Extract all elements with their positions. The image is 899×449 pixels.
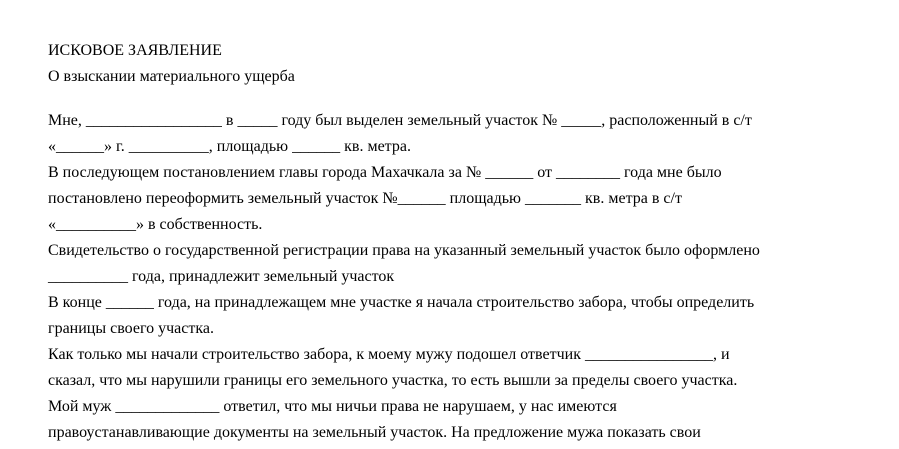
document-page xyxy=(48,38,878,446)
document-title: ИСКОВОЕ ЗАЯВЛЕНИЕ xyxy=(48,42,222,59)
body-line: «__________» в собственность. xyxy=(48,216,263,233)
body-line: __________ года, принадлежит земельный участок xyxy=(48,268,395,285)
body-line: «______» г. __________, площадью ______ кв. метра. xyxy=(48,138,411,155)
body-line: границы своего участка. xyxy=(48,320,214,337)
document-heading xyxy=(48,38,878,90)
body-line: В последующем постановлением главы города Махачкала за № ______ от ________ года мне было xyxy=(48,164,722,181)
document-subtitle: О взыскании материального ущерба xyxy=(48,68,295,85)
body-line: сказал, что мы нарушили границы его земельного участка, то есть вышли за пределы своего участка. xyxy=(48,372,738,389)
body-line: Мой муж _____________ ответил, что мы ничьи права не нарушаем, у нас имеются xyxy=(48,398,617,415)
body-line: Свидетельство о государственной регистрации права на указанный земельный участок было оформлено xyxy=(48,242,760,259)
document-body xyxy=(48,108,878,446)
body-line: постановлено переоформить земельный участок №______ площадью _______ кв. метра в с/т xyxy=(48,190,682,207)
body-line: Мне, _________________ в _____ году был выделен земельный участок № _____, расположенный в с/т xyxy=(48,112,752,129)
body-line: правоустанавливающие документы на земельный участок. На предложение мужа показать свои xyxy=(48,424,701,441)
body-line: В конце ______ года, на принадлежащем мне участке я начала строительство забора, чтобы определить xyxy=(48,294,755,311)
body-line: Как только мы начали строительство забора, к моему мужу подошел ответчик ________________, и xyxy=(48,346,730,363)
